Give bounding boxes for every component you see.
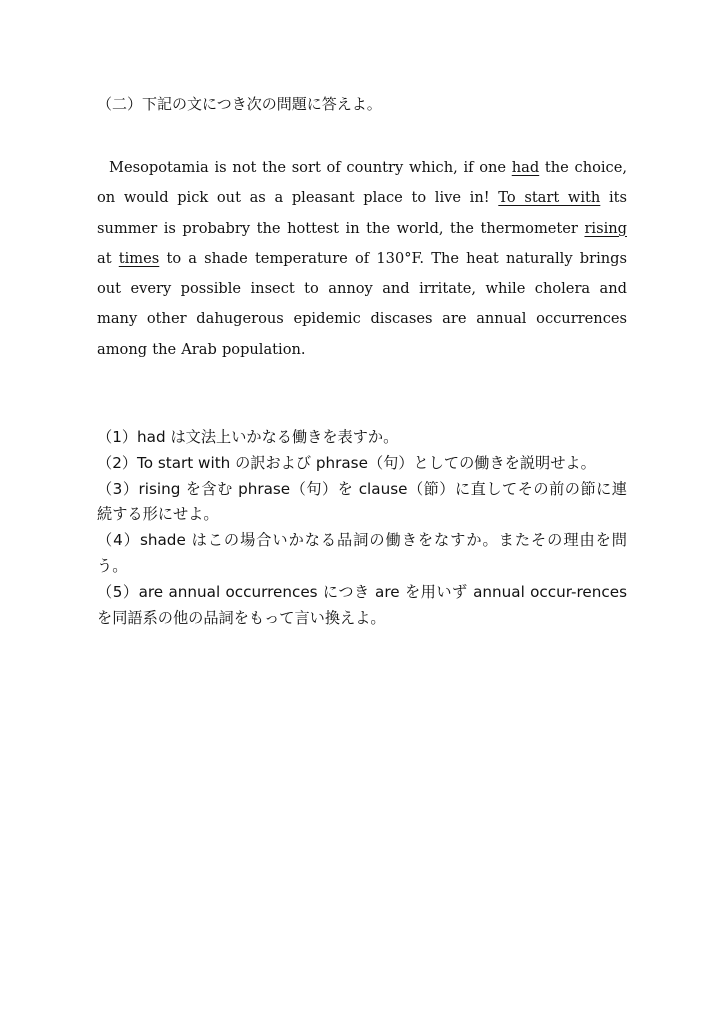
question-4: （4）shade はこの場合いかなる品詞の働きをなすか。またその理由を問う。 bbox=[97, 531, 627, 575]
passage-text-3: its summer is probabry the hottest in the world, the thermometer bbox=[97, 189, 628, 237]
question-3: （3）rising を含む phrase（句）を clause（節）に直してその前の節に連続する形にせよ。 bbox=[97, 479, 627, 524]
passage-text-4: at bbox=[97, 249, 119, 267]
underlined-to-start-with: To start with bbox=[498, 189, 601, 207]
passage-text-5: to a shade temperature of 130°F. The heat naturally brings out every possible insect to annoy and irritate, while cholera and many other dahugerous epidemic discases are annual occurrences among the Arab population. bbox=[97, 249, 627, 358]
question-2: （2）To start with の訳および phrase（句）としての働きを説明せよ。 bbox=[97, 453, 596, 472]
underlined-rising: rising bbox=[584, 219, 627, 237]
underlined-times: times bbox=[118, 249, 160, 267]
passage-text-2: the choice, on would pick out as a pleasant place to live in! bbox=[97, 159, 627, 207]
underlined-had: had bbox=[511, 159, 540, 176]
english-passage bbox=[97, 153, 627, 365]
question-list bbox=[97, 425, 627, 631]
question-5: （5）are annual occurrences につき are を用いず annual occur-rences を同語系の他の品詞をもって言い換えよ。 bbox=[97, 582, 627, 627]
section-heading: （二）下記の文につき次の問題に答えよ。 bbox=[97, 95, 382, 113]
passage-text-1: Mesopotamia is not the sort of country which, if one bbox=[109, 159, 512, 176]
question-1: （1）had は文法上いかなる働きを表すか。 bbox=[97, 428, 399, 446]
